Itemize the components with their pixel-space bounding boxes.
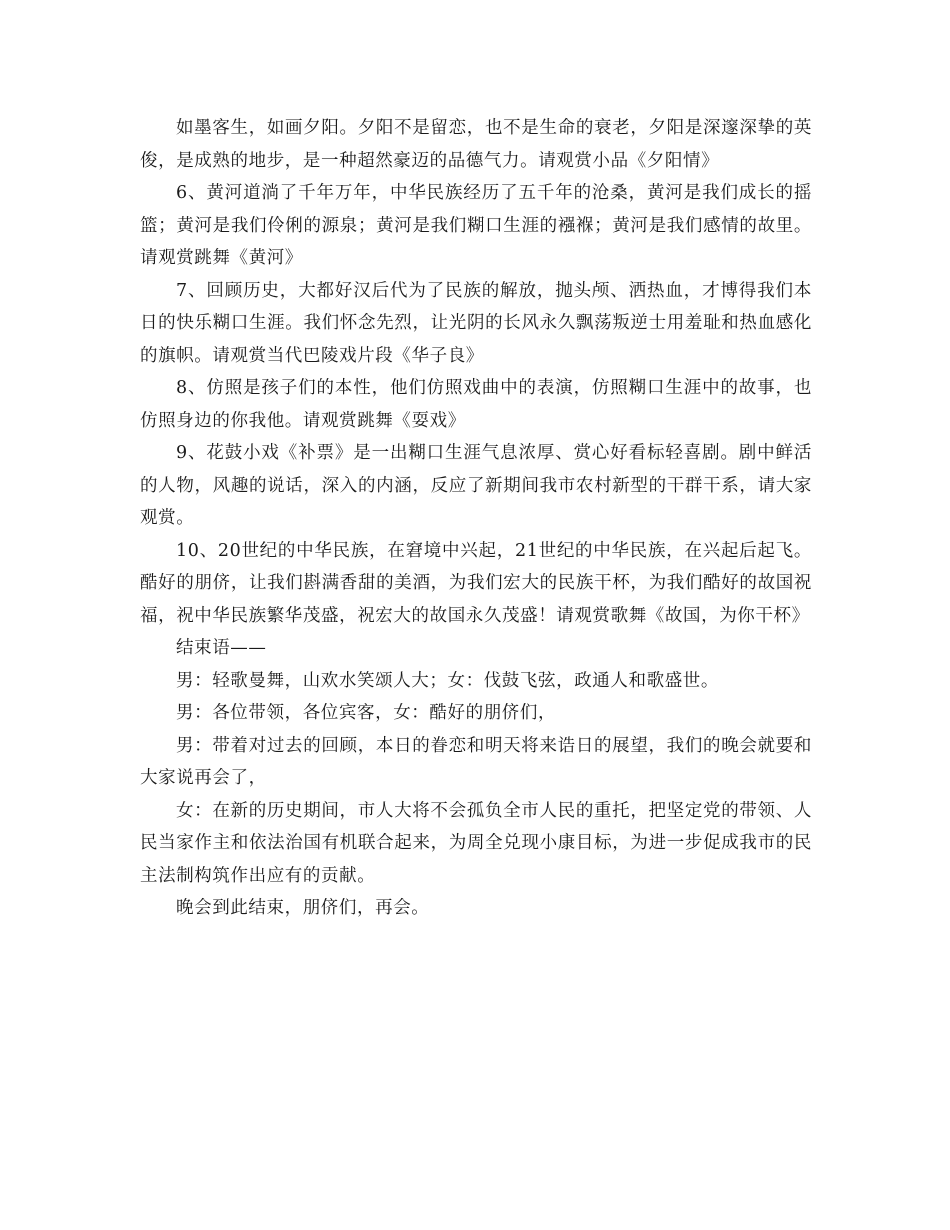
- closing-heading: 结束语——: [176, 638, 267, 658]
- closing-line-5: 晚会到此结束，朋侪们，再会。: [176, 898, 430, 918]
- paragraph-item-10: 10、20世纪的中华民族，在窘境中兴起，21世纪的中华民族，在兴起后起飞。酷好的朋侪，让我们斟满香甜的美酒，为我们宏大的民族干杯，为我们酷好的故国祝福，祝中华民族繁华茂盛，祝宏大的故国永久茂盛！请观赏歌舞《故国，为你干杯》: [140, 540, 812, 626]
- paragraph-item-8: 8、仿照是孩子们的本性，他们仿照戏曲中的表演，仿照糊口生涯中的故事，也仿照身边的你我他。请观赏跳舞《耍戏》: [140, 378, 812, 431]
- closing-line-3: 男：带着对过去的回顾，本日的眷恋和明天将来诰日的展望，我们的晚会就要和大家说再会了，: [140, 735, 812, 788]
- paragraph-intro-sunset: 如墨客生，如画夕阳。夕阳不是留恋，也不是生命的衰老，夕阳是深邃深挚的英俊，是成熟的地步，是一种超然豪迈的品德气力。请观赏小品《夕阳情》: [140, 118, 812, 171]
- paragraph-item-9: 9、花鼓小戏《补票》是一出糊口生涯气息浓厚、赏心好看标轻喜剧。剧中鲜活的人物，风趣的说话，深入的内涵，反应了新期间我市农村新型的干群干系，请大家观赏。: [140, 443, 812, 528]
- closing-line-4: 女：在新的历史期间，市人大将不会孤负全市人民的重托，把坚定党的带领、人民当家作主和依法治国有机联合起来，为周全兑现小康目标，为进一步促成我市的民主法制构筑作出应有的贡献。: [140, 800, 812, 886]
- closing-line-2: 男：各位带领，各位宾客，女：酷好的朋侪们，: [176, 703, 557, 723]
- closing-line-1: 男：轻歌曼舞，山欢水笑颂人大；女：伐鼓飞弦，政通人和歌盛世。: [176, 670, 719, 691]
- paragraph-item-7: 7、回顾历史，大都好汉后代为了民族的解放，抛头颅、洒热血，才博得我们本日的快乐糊口生涯。我们怀念先烈，让光阴的长风永久飘荡叛逆士用羞耻和热血感化的旗帜。请观赏当代巴陵戏片段《华子良》: [140, 280, 812, 366]
- document-body: [140, 112, 812, 925]
- paragraph-item-6: 6、黄河道淌了千年万年，中华民族经历了五千年的沧桑，黄河是我们成长的摇篮；黄河是我们伶俐的源泉；黄河是我们糊口生涯的襁褓；黄河是我们感情的故里。请观赏跳舞《黄河》: [140, 183, 812, 268]
